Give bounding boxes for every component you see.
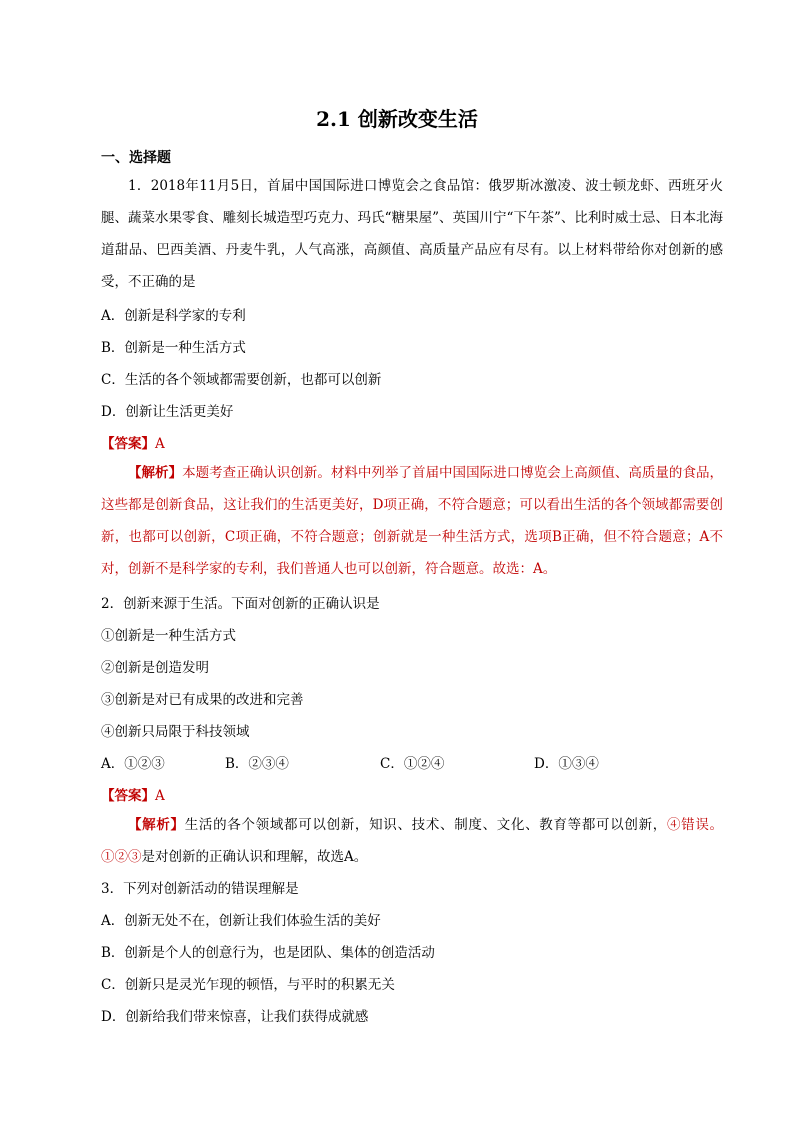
answer-label: 【答案】 bbox=[101, 436, 155, 452]
question-2-item-3: ③创新是对已有成果的改进和完善 bbox=[101, 692, 304, 708]
question-2-stem: 2．创新来源于生活。下面对创新的正确认识是 bbox=[101, 596, 380, 612]
answer-value: A bbox=[155, 436, 165, 452]
question-1-stem: 1．2018年11月5日，首届中国国际进口博览会之食品馆：俄罗斯冰激凌、波士顿龙虾、西班牙火腿、蔬菜水果零食、雕刻长城造型巧克力、玛氏“糖果屋”、英国川宁“下午茶”、比利时威士忌、日本北海道甜品、巴西美酒、丹麦牛乳，人气高涨，高颜值、高质量产品应有尽有。以上材料带给你对创新的感受，不正确的是 bbox=[101, 178, 723, 290]
question-3-option-a: A．创新无处不在，创新让我们体验生活的美好 bbox=[101, 913, 381, 929]
question-1-analysis bbox=[101, 457, 723, 585]
question-2-item-2: ②创新是创造发明 bbox=[101, 660, 209, 676]
analysis-text-end: 是对创新的正确认识和理解，故选A。 bbox=[141, 849, 368, 865]
question-3-stem: 3．下列对创新活动的错误理解是 bbox=[101, 881, 299, 897]
page-title: 2.1 创新改变生活 bbox=[316, 107, 478, 131]
question-2-item-4: ④创新只局限于科技领域 bbox=[101, 724, 250, 740]
question-2-option-b: B．②③④ bbox=[225, 756, 289, 772]
question-1-option-c: C．生活的各个领域都需要创新，也都可以创新 bbox=[101, 372, 382, 388]
question-2-item-1: ①创新是一种生活方式 bbox=[101, 628, 236, 644]
question-2-option-a: A．①②③ bbox=[101, 756, 165, 772]
question-1-answer bbox=[101, 432, 165, 452]
analysis-label: 【解析】 bbox=[128, 817, 185, 833]
analysis-label: 【解析】 bbox=[128, 465, 183, 481]
question-2-analysis bbox=[101, 809, 723, 873]
question-2-option-c: C．①②④ bbox=[380, 756, 445, 772]
question-2-answer bbox=[101, 784, 165, 804]
question-1-option-b: B．创新是一种生活方式 bbox=[101, 340, 246, 356]
question-1-option-a: A．创新是科学家的专利 bbox=[101, 308, 246, 324]
question-3-option-c: C．创新只是灵光乍现的顿悟，与平时的积累无关 bbox=[101, 977, 395, 993]
analysis-text: 本题考查正确认识创新。材料中列举了首届中国国际进口博览会上高颜值、高质量的食品，这些都是创新食品，这让我们的生活更美好，D项正确，不符合题意；可以看出生活的各个领域都需要创新，也都可以创新，C项正确，不符合题意；创新就是一种生活方式，选项B正确，但不符合题意；A不对，创新不是科学家的专利，我们普通人也可以创新，符合题意。故选：A。 bbox=[101, 465, 723, 577]
question-3-option-d: D．创新给我们带来惊喜，让我们获得成就感 bbox=[101, 1009, 369, 1025]
question-3-option-b: B．创新是个人的创意行为，也是团队、集体的创造活动 bbox=[101, 945, 435, 961]
answer-value: A bbox=[155, 788, 165, 804]
section-heading: 一、选择题 bbox=[101, 150, 171, 166]
analysis-text: 生活的各个领域都可以创新，知识、技术、制度、文化、教育等都可以创新， bbox=[184, 817, 667, 833]
question-1-option-d: D．创新让生活更美好 bbox=[101, 404, 234, 420]
question-2-option-d: D．①③④ bbox=[534, 756, 599, 772]
answer-label: 【答案】 bbox=[101, 788, 155, 804]
analysis-highlight: ④错误。①②③ bbox=[101, 817, 724, 865]
